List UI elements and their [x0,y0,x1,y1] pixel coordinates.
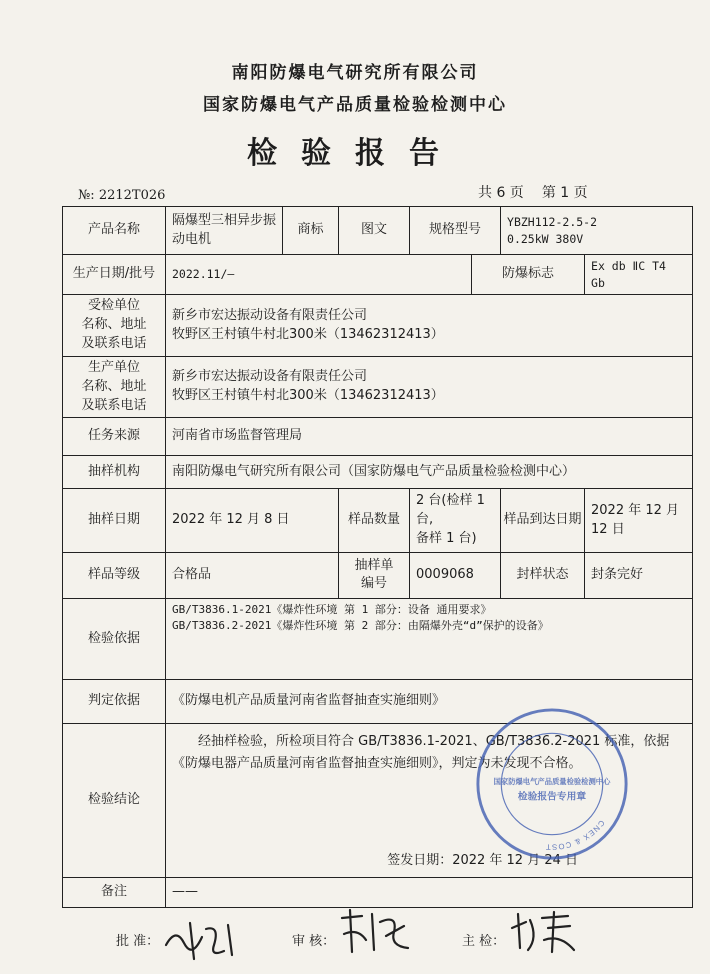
trademark: 图文 [339,207,410,255]
maker-label [63,356,166,418]
label-line: 名称、地址 [81,378,147,394]
maker-info [166,356,693,418]
seal-label: 封样状态 [501,552,585,598]
basis-line: GB/T3836.2-2021《爆炸性环境 第 2 部分：由隔爆外壳“d”保护的设备》 [172,618,549,632]
seal-status: 封条完好 [585,552,693,598]
model-value [501,207,693,255]
inspector-label: 主 检： [462,934,506,949]
seal-center-line2: 检验报告专用章 [517,791,587,803]
client-info [166,295,693,357]
table-row [63,598,693,679]
maker-name: 新乡市宏达振动设备有限责任公司 [172,369,368,385]
table-row [63,456,693,489]
grade-label: 样品等级 [63,552,166,598]
table-row [63,418,693,456]
client-label [63,295,166,357]
ex-mark-label: 防爆标志 [472,255,585,295]
sampling-org: 南阳防爆电气研究所有限公司（国家防爆电气产品质量检验检测中心） [166,456,693,489]
page-current: 第 1 页 [541,185,588,201]
remark-label: 备注 [63,877,166,907]
judge-label: 判定依据 [63,679,166,723]
qty-line: 2 台(检样 1 台, [416,493,485,528]
label-line: 抽样单 [354,557,394,573]
sheet-no: 0009068 [410,552,501,598]
maker-address: 牧野区王村镇牛村北300米（13462312413） [172,388,444,404]
label-line: 及联系电话 [81,397,147,413]
arrival-line: 12 日 [591,521,625,537]
arrival-date [585,489,693,553]
label-line: 受检单位 [87,298,140,314]
org-name: 南阳防爆电气研究所有限公司 [231,63,479,83]
page-total: 共 6 页 [478,185,524,201]
basis-line: GB/T3836.1-2021《爆炸性环境 第 1 部分：设备 通用要求》 [172,602,492,616]
client-name: 新乡市宏达振动设备有限责任公司 [172,307,368,323]
table-row [63,295,693,357]
report-title: 检验报告 [247,136,463,171]
product-name: 隔爆型三相异步振动电机 [166,207,283,255]
table-row [63,552,693,598]
review-label: 审 核： [292,934,336,949]
judge-basis: 《防爆电机产品质量河南省监督抽查实施细则》 [166,679,693,723]
label-line: 编号 [360,576,387,592]
table-row [63,207,693,255]
basis [166,598,693,679]
approve-label: 批 准： [116,934,160,949]
sample-qty-label: 样品数量 [339,489,410,553]
arrival-line: 2022 年 12 月 [591,502,680,518]
inspector-signature [508,908,580,958]
seal-center-line1: 国家防爆电气产品质量检验检测中心 [493,777,611,786]
table-row [63,877,693,907]
product-name-label: 产品名称 [63,207,166,255]
center-name: 国家防爆电气产品质量检验检测中心 [203,95,507,115]
grade: 合格品 [166,552,339,598]
label-line: 及联系电话 [81,336,147,352]
arrival-date-label: 样品到达日期 [501,489,585,553]
sampling-date: 2022 年 12 月 8 日 [166,489,339,553]
reviewer-signature [338,906,414,958]
model-label: 规格型号 [410,207,501,255]
label-line: 生产单位 [87,359,140,375]
remark: —— [166,877,693,907]
task-source: 河南省市场监督管理局 [166,418,693,456]
label-line: 名称、地址 [81,317,147,333]
sheet-no-label [339,552,410,598]
sample-qty [410,489,501,553]
date-batch-label: 生产日期/批号 [63,255,166,295]
task-source-label: 任务来源 [63,418,166,456]
model-line: YBZH112-2.5-2 [507,214,598,229]
sign-date: 签发日期：2022 年 12 月 24 日 [387,853,579,869]
qty-line: 备样 1 台) [416,531,477,547]
table-row [63,489,693,553]
official-seal [474,706,630,862]
basis-label: 检验依据 [63,598,166,679]
conclusion-text: 经抽样检验，所检项目符合 GB/T3836.1-2021、GB/T3836.2-2021 标准，依据《防爆电器产品质量河南省监督抽查实施细则》，判定为未发现不合格。 [172,733,670,772]
model-line: 0.25kW 380V [507,231,584,246]
table-row [63,356,693,418]
seal-ring-text: CNEX & COST [544,818,607,852]
table-row [63,255,693,295]
sampling-date-label: 抽样日期 [63,489,166,553]
conclusion-label: 检验结论 [63,723,166,877]
client-address: 牧野区王村镇牛村北300米（13462312413） [172,326,444,342]
report-number: №: 2212T026 [78,188,166,203]
page-indicator [478,182,588,202]
sampling-org-label: 抽样机构 [63,456,166,489]
trademark-label: 商标 [283,207,339,255]
ex-mark: Ex db ⅡC T4 Gb [585,255,693,295]
approver-signature [162,915,240,963]
date-batch: 2022.11/— [166,255,472,295]
